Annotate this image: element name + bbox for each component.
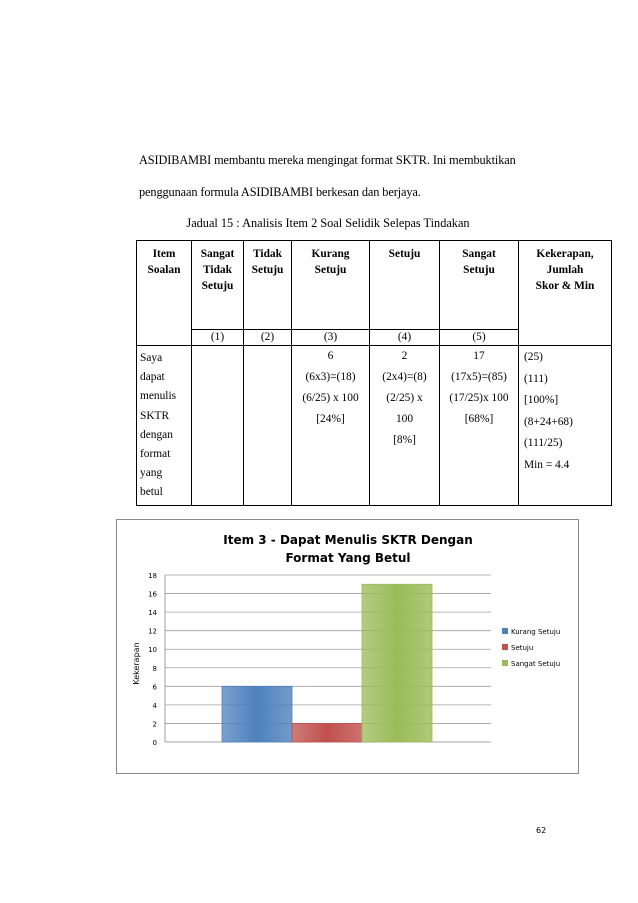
cell-line: Setuju bbox=[388, 248, 421, 260]
header-item-soalan bbox=[137, 241, 192, 346]
cell-line: (25) bbox=[524, 351, 543, 363]
header-setuju bbox=[370, 241, 440, 330]
cell-line: Kurang bbox=[311, 248, 350, 260]
cell-line: Tidak bbox=[203, 264, 232, 276]
cell-line: Item bbox=[152, 248, 176, 260]
cell-tidak-setuju bbox=[244, 346, 292, 506]
cell-line: Tidak bbox=[253, 248, 282, 260]
cell-line: Skor & Min bbox=[535, 280, 595, 292]
scale-number: (1) bbox=[192, 330, 244, 346]
cell-line: dengan bbox=[140, 428, 173, 441]
cell-line: menulis bbox=[140, 390, 177, 403]
cell-line: format bbox=[140, 448, 171, 461]
cell-line: Setuju bbox=[201, 280, 234, 292]
table-header-row bbox=[137, 241, 612, 330]
y-tick-label: 16 bbox=[148, 590, 157, 599]
legend-swatch bbox=[502, 644, 508, 650]
cell-line: betul bbox=[140, 486, 163, 499]
cell-line: (6/25) x 100 bbox=[302, 392, 359, 404]
y-tick-label: 0 bbox=[152, 739, 157, 747]
legend-label: Setuju bbox=[511, 644, 534, 652]
chart-title-line: Item 3 - Dapat Menulis SKTR Dengan bbox=[223, 533, 473, 547]
cell-sangat-setuju bbox=[440, 346, 519, 506]
analysis-table bbox=[136, 240, 612, 506]
legend-label: Kurang Setuju bbox=[511, 628, 561, 636]
y-tick-label: 12 bbox=[148, 627, 157, 636]
cell-line: [24%] bbox=[316, 413, 345, 425]
cell-line: 100 bbox=[395, 413, 414, 425]
header-tidak-setuju bbox=[244, 241, 292, 330]
legend-swatch bbox=[502, 660, 508, 666]
bar-chart bbox=[116, 519, 579, 774]
item-question bbox=[137, 346, 192, 506]
cell-line: Sangat bbox=[462, 248, 496, 260]
table-caption: Jadual 15 : Analisis Item 2 Soal Selidik Selepas Tindakan bbox=[186, 216, 470, 230]
paragraph-line-2: penggunaan formula ASIDIBAMBI berkesan dan berjaya. bbox=[139, 185, 421, 199]
header-kurang-setuju bbox=[292, 241, 370, 330]
cell-line: Kekerapan, bbox=[536, 248, 594, 260]
cell-line: (6x3)=(18) bbox=[305, 371, 356, 383]
y-tick-label: 4 bbox=[152, 701, 157, 710]
cell-line: Setuju bbox=[314, 264, 347, 276]
cell-line: Setuju bbox=[463, 264, 495, 276]
chart-canvas bbox=[117, 520, 578, 773]
cell-line: (17x5)=(85) bbox=[451, 371, 507, 383]
cell-line: [100%] bbox=[524, 394, 559, 407]
cell-line: 17 bbox=[473, 350, 485, 362]
legend-label: Sangat Setuju bbox=[511, 660, 561, 668]
y-tick-label: 14 bbox=[148, 609, 157, 618]
y-tick-label: 2 bbox=[152, 720, 157, 729]
cell-kurang-setuju bbox=[292, 346, 370, 506]
bar-kurang-setuju bbox=[222, 686, 292, 742]
header-sangat-setuju bbox=[440, 241, 519, 330]
cell-line: dapat bbox=[140, 371, 165, 384]
y-tick-label: 10 bbox=[148, 646, 157, 655]
y-axis-label: Kekerapan bbox=[132, 642, 141, 685]
cell-line: (2/25) x bbox=[386, 392, 423, 404]
cell-line: [8%] bbox=[393, 434, 416, 446]
cell-line: (111/25) bbox=[524, 437, 563, 450]
bar-setuju bbox=[292, 723, 362, 742]
cell-kekerapan bbox=[519, 346, 612, 506]
legend-swatch bbox=[502, 628, 508, 634]
scale-number: (4) bbox=[370, 330, 440, 346]
cell-line: Setuju bbox=[251, 264, 284, 276]
cell-line: 2 bbox=[401, 350, 408, 362]
scale-number: (3) bbox=[292, 330, 370, 346]
cell-line: (17/25)x 100 bbox=[449, 392, 509, 404]
bar-sangat-setuju bbox=[362, 584, 432, 742]
cell-line: 6 bbox=[327, 350, 334, 362]
cell-line: [68%] bbox=[464, 413, 494, 425]
scale-number: (2) bbox=[244, 330, 292, 346]
header-sangat-tidak-setuju bbox=[192, 241, 244, 330]
y-tick-label: 6 bbox=[152, 683, 157, 692]
chart-title-line: Format Yang Betul bbox=[285, 551, 411, 565]
cell-line: SKTR bbox=[140, 409, 170, 422]
page-number: 62 bbox=[536, 826, 547, 835]
cell-line: Saya bbox=[140, 352, 163, 364]
header-kekerapan bbox=[519, 241, 612, 346]
cell-line: Sangat bbox=[200, 248, 235, 260]
y-tick-label: 8 bbox=[152, 664, 157, 673]
cell-setuju bbox=[370, 346, 440, 506]
cell-line: Soalan bbox=[147, 264, 181, 276]
cell-sangat-tidak-setuju bbox=[192, 346, 244, 506]
table-row bbox=[137, 346, 612, 506]
cell-line: (8+24+68) bbox=[524, 415, 573, 428]
scale-number: (5) bbox=[440, 330, 519, 346]
cell-line: (111) bbox=[524, 372, 548, 385]
cell-line: Min = 4.4 bbox=[524, 458, 570, 471]
paragraph-line-1: ASIDIBAMBI membantu mereka mengingat format SKTR. Ini membuktikan bbox=[139, 153, 516, 167]
cell-line: (2x4)=(8) bbox=[382, 371, 427, 383]
y-tick-label: 18 bbox=[148, 572, 157, 580]
cell-line: Jumlah bbox=[546, 264, 584, 276]
cell-line: yang bbox=[140, 467, 163, 480]
